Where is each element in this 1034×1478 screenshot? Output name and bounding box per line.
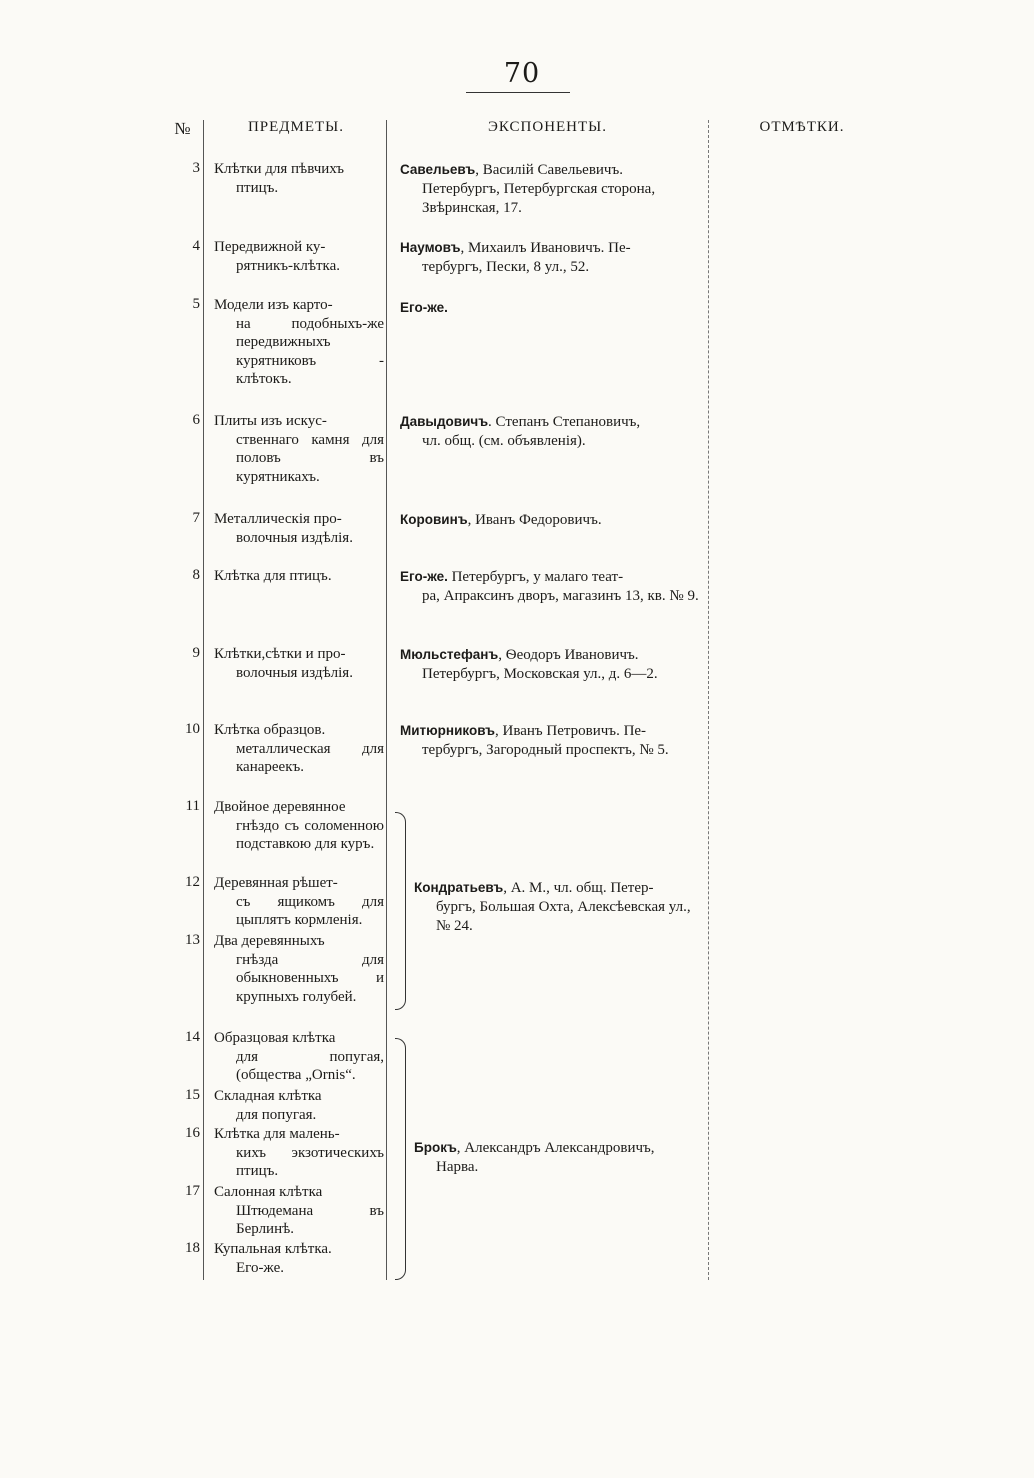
entry-exhibitor <box>400 567 702 606</box>
entry-item-continuation: Штюдемана въ Берлинѣ. <box>236 1202 384 1237</box>
entry-item <box>214 160 384 197</box>
entry-item-first-line: Два деревянныхъ <box>214 933 325 949</box>
entry-item <box>214 296 384 389</box>
group-exhibitor <box>414 878 704 936</box>
exhibitor-name: Митюрниковъ <box>400 723 496 738</box>
entry-number: 5 <box>192 296 200 312</box>
entry-item-continuation: волочныя издѣлія. <box>236 529 353 546</box>
entry-item <box>214 1240 384 1277</box>
header-notes: ОТМѢТКИ. <box>759 119 845 135</box>
entry-exhibitor <box>400 510 702 530</box>
exhibitor-first-line: , Ѳеодоръ Ивановичъ. <box>498 647 639 663</box>
entry-item-continuation: рятникъ-клѣтка. <box>236 257 340 274</box>
entry-item-continuation: Его-же. <box>236 1259 285 1276</box>
entry-exhibitor <box>400 645 702 684</box>
page-number-rule <box>466 92 570 93</box>
column-rule-number <box>203 120 204 1280</box>
entry-item-continuation: ственнаго камня для половъ въ курятникахъ. <box>236 431 384 485</box>
entry-item-first-line: Образцовая клѣтка <box>214 1030 336 1046</box>
entry-item <box>214 932 384 1006</box>
exhibitor-name: Его-же. <box>400 300 448 315</box>
entry-item-first-line: Клѣтка образцов. <box>214 722 326 738</box>
entry-number: 9 <box>192 645 200 661</box>
entry-number: 12 <box>185 874 200 890</box>
exhibitor-continuation: ра, Апраксинъ дворъ, магазинъ 13, кв. № 9. <box>422 588 699 604</box>
entry-item <box>214 238 384 275</box>
exhibitor-continuation: бургъ, Большая Охта, Алексѣевская ул., № 24. <box>436 899 691 934</box>
entry-item-continuation: для попугая. <box>236 1106 317 1123</box>
entry-exhibitor <box>400 238 702 277</box>
exhibitor-first-line: , Василій Савельевичъ. <box>475 162 623 178</box>
entry-exhibitor <box>400 721 702 760</box>
entry-number: 14 <box>185 1029 200 1045</box>
exhibitor-first-line: , Михаилъ Ивановичъ. Пе- <box>460 240 631 256</box>
exhibitor-continuation: Петербургъ, Петербургская сторона, Звѣринская, 17. <box>422 181 656 216</box>
entry-item-first-line: Передвижной ку- <box>214 239 326 255</box>
entry-number: 18 <box>185 1240 200 1256</box>
entry-item-first-line: Клѣтка для птицъ. <box>214 568 332 584</box>
entry-exhibitor <box>400 160 702 218</box>
entry-item-first-line: Клѣтки для пѣвчихъ <box>214 161 344 177</box>
entry-item-first-line: Клѣтка для малень- <box>214 1126 340 1142</box>
entry-item <box>214 645 384 682</box>
entry-item-first-line: Двойное деревянное <box>214 799 346 815</box>
exhibitor-continuation: Нарва. <box>436 1159 479 1175</box>
entry-item-continuation: волочныя издѣлія. <box>236 664 353 681</box>
exhibitor-continuation: Петербургъ, Московская ул., д. 6—2. <box>422 666 658 682</box>
entry-item-continuation: на подобныхъ-же передвижныхъ курятниковъ - клѣтокъ. <box>236 315 384 387</box>
entry-item-continuation: гнѣздо съ соломенною подставкою для куръ. <box>236 817 384 852</box>
exhibitor-name: Мюльстефанъ <box>400 647 499 662</box>
entry-item-first-line: Модели изъ карто- <box>214 297 333 313</box>
column-rule-items <box>386 120 387 1280</box>
entry-item-continuation: металлическая для канареекъ. <box>236 740 384 775</box>
entry-number: 4 <box>192 238 200 254</box>
entry-item <box>214 567 384 586</box>
exhibitor-continuation: тербургъ, Пески, 8 ул., 52. <box>422 259 590 275</box>
group-brace <box>395 812 406 1010</box>
group-brace <box>395 1038 406 1280</box>
exhibitor-continuation: тербургъ, Загородный проспектъ, № 5. <box>422 742 669 758</box>
entry-number: 17 <box>185 1183 200 1199</box>
entry-number: 13 <box>185 932 200 948</box>
header-exhibitors: ЭКСПОНЕНТЫ. <box>487 119 608 135</box>
exhibitor-name: Савельевъ <box>400 162 476 177</box>
entry-item <box>214 1087 384 1124</box>
entry-item-continuation: птицъ. <box>236 179 279 196</box>
entry-item <box>214 1183 384 1239</box>
entry-item <box>214 721 384 777</box>
page-number: 70 <box>503 58 541 89</box>
exhibitor-first-line: , Иванъ Петровичъ. Пе- <box>495 723 647 739</box>
exhibitor-name: Его-же. <box>400 569 448 584</box>
entry-number: 7 <box>192 510 200 526</box>
entry-number: 3 <box>192 160 200 176</box>
exhibitor-name: Давыдовичъ <box>400 414 489 429</box>
entry-item-first-line: Складная клѣтка <box>214 1088 322 1104</box>
exhibitor-first-line: , А. М., чл. общ. Петер- <box>503 880 654 896</box>
entry-item <box>214 412 384 486</box>
entry-number: 11 <box>185 798 200 814</box>
exhibitor-continuation: чл. общ. (см. объявленія). <box>422 433 586 449</box>
header-items: ПРЕДМЕТЫ. <box>247 119 345 135</box>
entry-item-first-line: Салонная клѣтка <box>214 1184 323 1200</box>
entry-item <box>214 874 384 930</box>
entry-number: 10 <box>185 721 200 737</box>
entry-item <box>214 1125 384 1181</box>
group-exhibitor <box>414 1138 714 1177</box>
header-number: № <box>174 119 192 138</box>
exhibitor-first-line: Петербургъ, у малаго теат- <box>447 569 624 585</box>
entry-item-continuation: кихъ экзотическихъ птицъ. <box>236 1144 384 1179</box>
entry-item-continuation: гнѣзда для обыкновенныхъ и крупныхъ голубей. <box>236 951 384 1005</box>
entry-item <box>214 1029 384 1085</box>
exhibitor-first-line: , Александръ Александровичъ, <box>456 1140 655 1156</box>
entry-number: 8 <box>192 567 200 583</box>
entry-item-continuation: для попугая, (общества „Ornis“. <box>236 1048 384 1083</box>
exhibitor-name: Коровинъ <box>400 512 468 527</box>
column-rule-exhibitors <box>708 120 709 1280</box>
entry-number: 15 <box>185 1087 200 1103</box>
entry-item <box>214 510 384 547</box>
entry-number: 6 <box>192 412 200 428</box>
exhibitor-first-line: , Иванъ Федоровичъ. <box>467 512 602 528</box>
entry-item-continuation: съ ящикомъ для цыплятъ кормленія. <box>236 893 384 928</box>
entry-item-first-line: Купальная клѣтка. <box>214 1241 332 1257</box>
exhibitor-name: Кондратьевъ <box>414 880 504 895</box>
entry-exhibitor <box>400 412 702 451</box>
entry-item-first-line: Клѣтки,сѣтки и про- <box>214 646 346 662</box>
entry-item-first-line: Деревянная рѣшет- <box>214 875 338 891</box>
entry-item <box>214 798 384 854</box>
exhibitor-name: Брокъ <box>414 1140 457 1155</box>
entry-number: 16 <box>185 1125 200 1141</box>
exhibitor-name: Наумовъ <box>400 240 461 255</box>
entry-exhibitor <box>400 298 702 318</box>
exhibitor-first-line: . Степанъ Степановичъ, <box>488 414 641 430</box>
entry-item-first-line: Металлическія про- <box>214 511 342 527</box>
entry-item-first-line: Плиты изъ искус- <box>214 413 327 429</box>
